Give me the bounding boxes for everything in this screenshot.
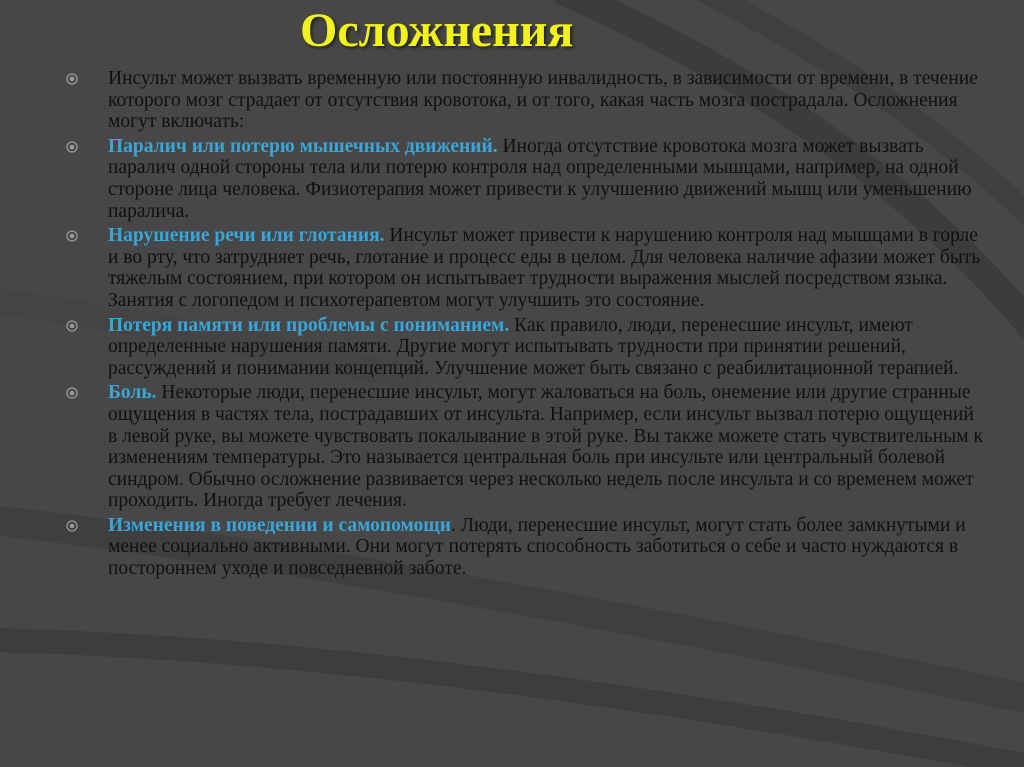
bullet-icon <box>66 320 78 332</box>
item-lead: Паралич или потерю мышечных движений. <box>108 135 498 157</box>
list-item <box>66 68 986 133</box>
bullet-icon <box>66 230 78 242</box>
bullet-icon <box>66 141 78 153</box>
bullet-icon <box>66 387 78 399</box>
item-lead: Боль. <box>108 382 157 404</box>
item-text: Инсульт может вызвать временную или постоянную инвалидность, в зависимости от времени, в течение которого мозг страдает от отсутствия кровотока, и от того, какая часть мозга пострадала. Осложнения могут включать: <box>108 68 978 133</box>
bullet-icon <box>66 520 78 532</box>
slide-title: Осложнения <box>300 4 574 57</box>
list-item <box>66 315 986 380</box>
item-lead: Нарушение речи или глотания. <box>108 225 385 247</box>
bullet-icon <box>66 73 78 85</box>
item-lead: Изменения в поведении и самопомощи <box>108 514 452 536</box>
item-text: Как правило, люди, перенесшие инсульт, имеют определенные нарушения памяти. Другие могут испытывать трудности при принятии решений, рассуждений и понимании концепций. Улучшение может быть связано с реабилитационной терапией. <box>108 314 959 379</box>
list-item <box>66 515 986 580</box>
list-item <box>66 136 986 222</box>
item-lead: Потеря памяти или проблемы с пониманием. <box>108 314 510 336</box>
item-text: Инсульт может привести к нарушению контроля над мышцами в горле и во рту, что затрудняет речь, глотание и процесс еды в целом. Для человека наличие афазии может быть тяжелым состоянием, при котором он испытывает трудности выражения мыслей посредством языка. Занятия с логопедом и психотерапевтом могут улучшить это состояние. <box>108 225 981 311</box>
item-text: Некоторые люди, перенесшие инсульт, могут жаловаться на боль, онемение или другие странные ощущения в частях тела, пострадавших от инсульта. Например, если инсульт вызвал потерю ощущений в левой руке, вы можете чувствовать покалывание в этой руке. Вы также можете стать чувствительным к изменениям температуры. Это называется центральная боль при инсульте или центральный болевой синдром. Обычно осложнение развивается через несколько недель после инсульта и со временем может проходить. Иногда требует лечения. <box>108 382 983 512</box>
item-text: Иногда отсутствие кровотока мозга может вызвать паралич одной стороны тела или потерю контроля над определенными мышцами, например, на одной стороне лица человека. Физиотерапия может привести к улучшению движений мышц или уменьшению паралича. <box>108 135 972 222</box>
list-item <box>66 225 986 311</box>
bullet-list <box>66 68 986 583</box>
list-item <box>66 382 986 512</box>
item-text: . Люди, перенесшие инсульт, могут стать более замкнутыми и менее социально активными. Они могут потерять способность заботиться о себе и часто нуждаются в постороннем уходе и повседневной заботе. <box>108 514 966 580</box>
